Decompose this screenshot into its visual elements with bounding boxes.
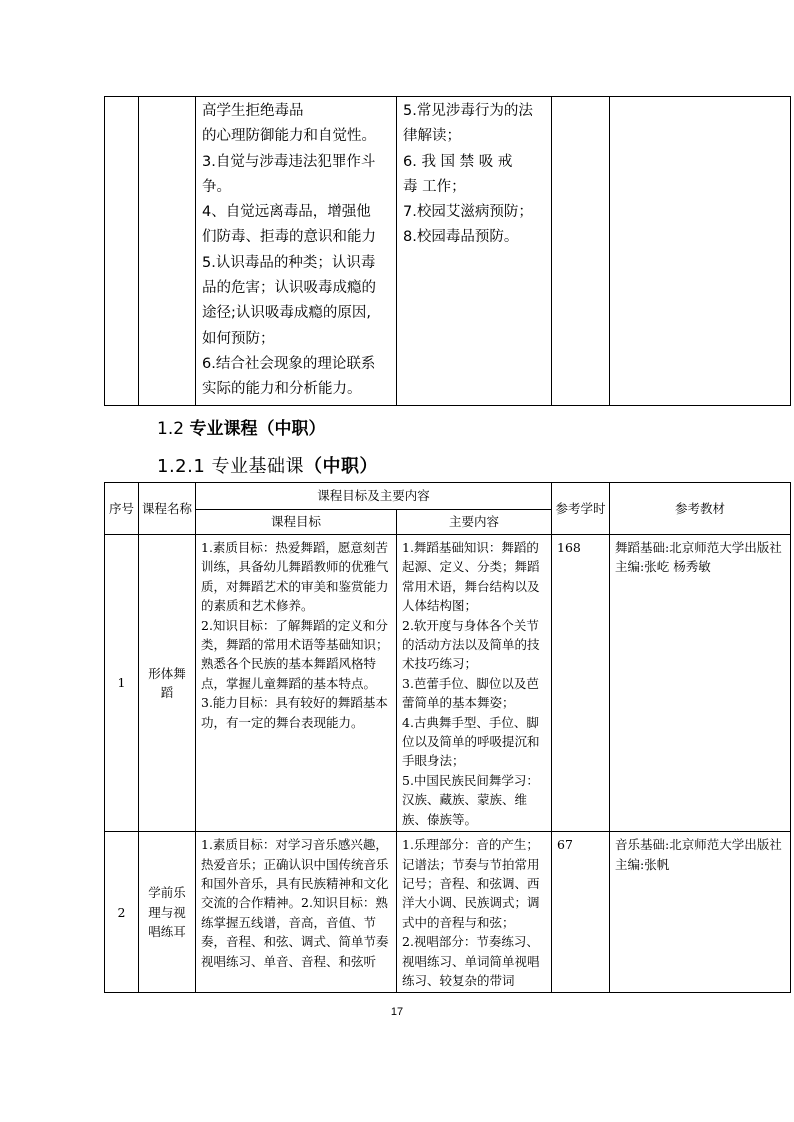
content-line: 6. 我 国 禁 吸 戒: [403, 153, 513, 170]
name-cell: [139, 97, 196, 406]
header-book: 参考教材: [610, 483, 791, 535]
header-row: [105, 483, 791, 510]
content-line: 律解读；: [403, 128, 461, 145]
goal-line: 品的危害；认识吸毒成瘾的: [202, 280, 376, 297]
goal-line: 争。: [202, 178, 231, 195]
header-goals-and-content: 课程目标及主要内容: [196, 483, 552, 510]
table-row: [105, 97, 791, 406]
goal-cell: 1.素质目标：对学习音乐感兴趣，热爱音乐；正确认识中国传统音乐和国外音乐，具有民族精神和文化交流的合作精神。2.知识目标：熟练掌握五线谱，音高，音值、节奏，音程、和弦、调式、简单节奏视唱练习、单音、音程、和弦听: [196, 832, 397, 993]
content-cell: 1.乐理部分：音的产生；记谱法；节奏与节拍常用记号；音程、和弦调、西洋大小调、民族调式；调式中的音程与和弦； 2.视唱部分：节奏练习、视唱练习、单词简单视唱练习、较复杂的带词: [397, 832, 552, 993]
goal-line: 实际的能力和分析能力。: [202, 381, 362, 398]
header-goal: 课程目标: [196, 510, 397, 535]
name-cell: 学前乐理与视唱练耳: [139, 832, 196, 993]
hours-cell: [552, 97, 610, 406]
goal-line: 5.认识毒品的种类；认识毒: [202, 254, 376, 271]
book-cell: 音乐基础:北京师范大学出版社 主编:张帆: [610, 832, 791, 993]
content-line: 毒 工作；: [403, 178, 466, 195]
name-cell: 形体舞蹈: [139, 535, 196, 832]
continued-course-table: [104, 96, 791, 406]
goal-line: 6.结合社会现象的理论联系: [202, 355, 376, 372]
seq-cell: 1: [105, 535, 139, 832]
content-line: 7.校园艾滋病预防；: [403, 204, 533, 221]
section-heading: 1.2 专业课程（中职）: [157, 419, 326, 439]
goal-line: 4、自觉远离毒品，增强他: [202, 204, 371, 221]
book-cell: 舞蹈基础:北京师范大学出版社 主编:张屹 杨秀敏: [610, 535, 791, 832]
goal-cell: 1.素质目标：热爱舞蹈，愿意刻苦训练，具备幼儿舞蹈教师的优雅气质，对舞蹈艺术的审美和鉴赏能力的素质和艺术修养。 2.知识目标：了解舞蹈的定义和分类，舞蹈的常用术语等基础知识；熟悉各个民族的基本舞蹈风格特点，掌握儿童舞蹈的基本特点。 3.能力目标：具有较好的舞蹈基本功，有一定的舞台表现能力。: [196, 535, 397, 832]
goal-line: 如何预防；: [202, 330, 275, 347]
header-content: 主要内容: [397, 510, 552, 535]
seq-cell: 2: [105, 832, 139, 993]
header-name: 课程名称: [139, 483, 196, 535]
goal-line: 高学生拒绝毒品: [202, 103, 304, 119]
seq-cell: [105, 97, 139, 406]
goal-line: 3.自觉与涉毒违法犯罪作斗: [202, 153, 376, 170]
content-cell: [397, 97, 552, 406]
table-row: [105, 832, 791, 993]
content-line: 5.常见涉毒行为的法: [403, 103, 533, 119]
header-hours: 参考学时: [552, 483, 610, 535]
header-seq: 序号: [105, 483, 139, 535]
goal-line: 途径;认识吸毒成瘾的原因,: [202, 305, 371, 322]
table-row: [105, 535, 791, 832]
book-cell: [610, 97, 791, 406]
page-number: 17: [390, 1006, 404, 1018]
goal-cell: [196, 97, 397, 406]
goal-line: 的心理防御能力和自觉性。: [202, 128, 376, 145]
goal-line: 们防毒、拒毒的意识和能力: [202, 229, 376, 246]
hours-cell: 168: [552, 535, 610, 832]
subsection-heading: 1.2.1 专业基础课（中职）: [157, 456, 379, 477]
content-line: 8.校园毒品预防。: [403, 229, 519, 246]
course-table: [104, 482, 791, 993]
content-cell: 1.舞蹈基础知识：舞蹈的起源、定义、分类；舞蹈常用术语，舞台结构以及人体结构图； 2.软开度与身体各个关节的活动方法以及简单的技术技巧练习； 3.芭蕾手位、脚位以及芭蕾简单的基本舞姿； 4.古典舞手型、手位、脚位以及简单的呼吸提沉和手眼身法； 5.中国民族民间舞学习：汉族、藏族、蒙族、维族、傣族等。: [397, 535, 552, 832]
hours-cell: 67: [552, 832, 610, 993]
